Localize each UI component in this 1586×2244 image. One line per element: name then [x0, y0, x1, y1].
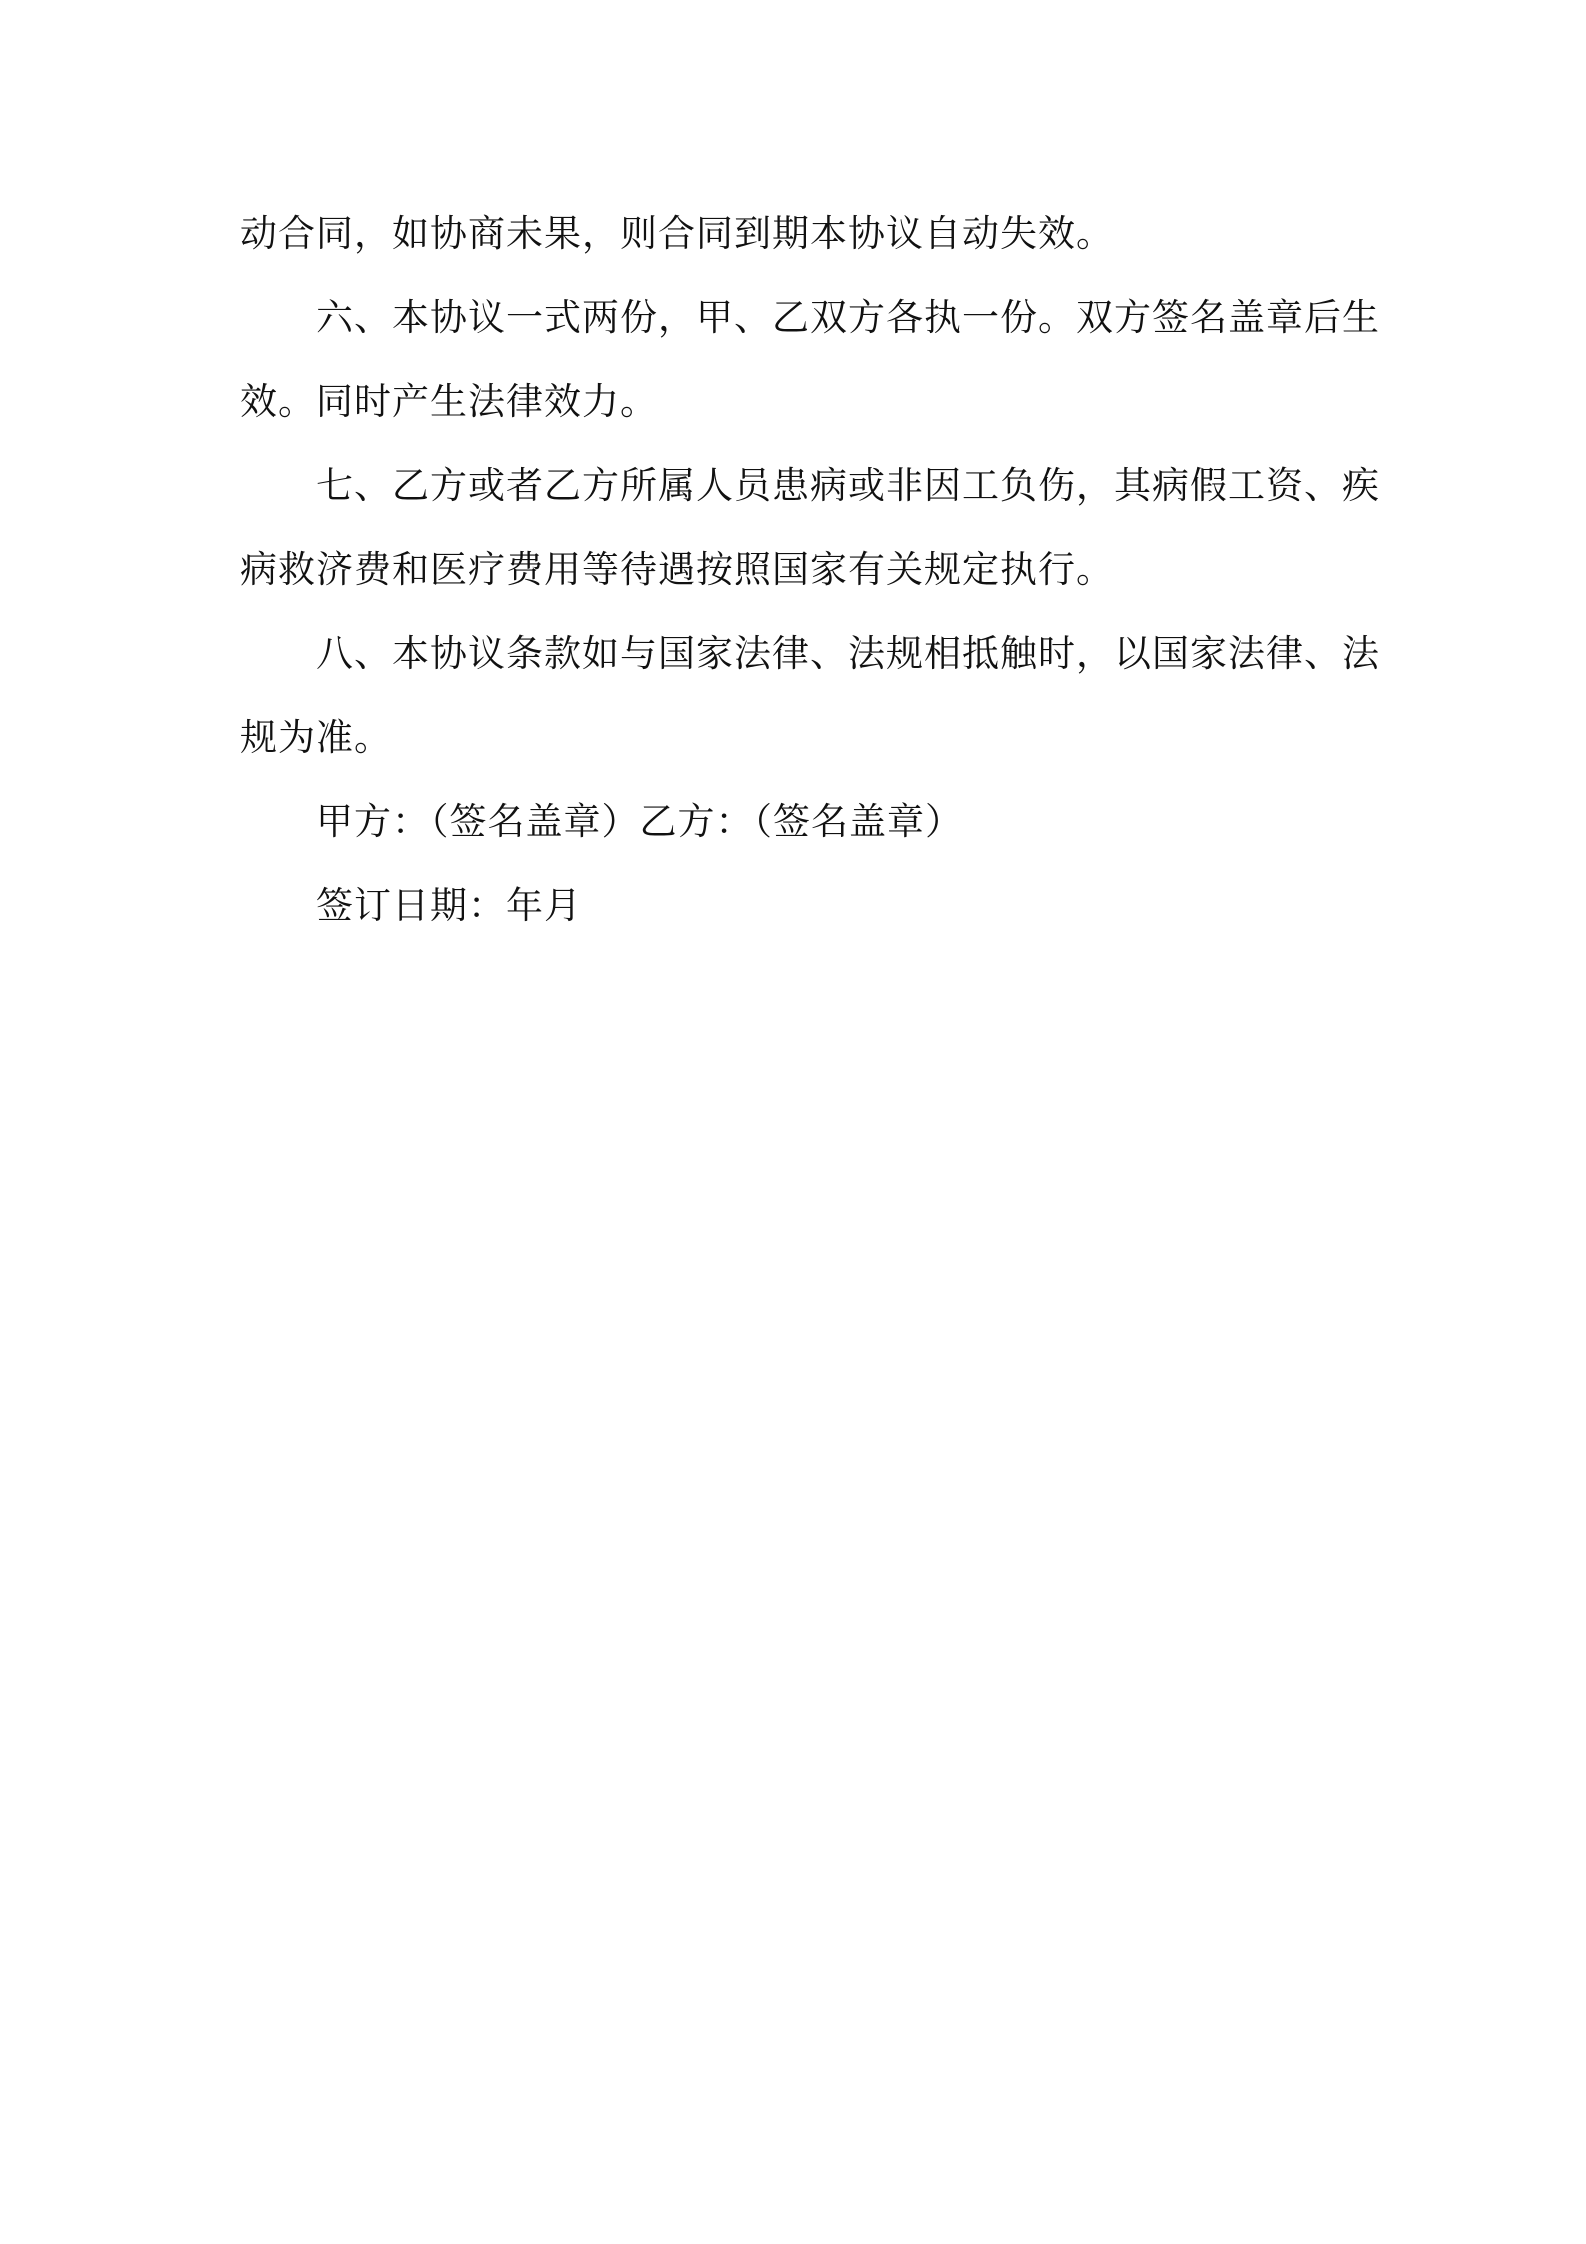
clause-8-line-2: 规为准。 — [240, 716, 392, 759]
document-body — [240, 192, 1380, 948]
clause-6-line-2: 效。同时产生法律效力。 — [240, 380, 658, 423]
signing-date-line: 签订日期：年月 — [316, 884, 582, 927]
paragraph-5-continuation: 动合同，如协商未果，则合同到期本协议自动失效。 — [240, 212, 1114, 255]
clause-6-line-1: 六、本协议一式两份，甲、乙双方各执一份。双方签名盖章后生 — [316, 296, 1380, 339]
clause-7-line-1: 七、乙方或者乙方所属人员患病或非因工负伤，其病假工资、疾 — [316, 464, 1380, 507]
clause-7-line-2: 病救济费和医疗费用等待遇按照国家有关规定执行。 — [240, 548, 1114, 591]
clause-8-line-1: 八、本协议条款如与国家法律、法规相抵触时，以国家法律、法 — [316, 632, 1380, 675]
signature-line: 甲方：（签名盖章）乙方：（签名盖章） — [316, 800, 963, 843]
